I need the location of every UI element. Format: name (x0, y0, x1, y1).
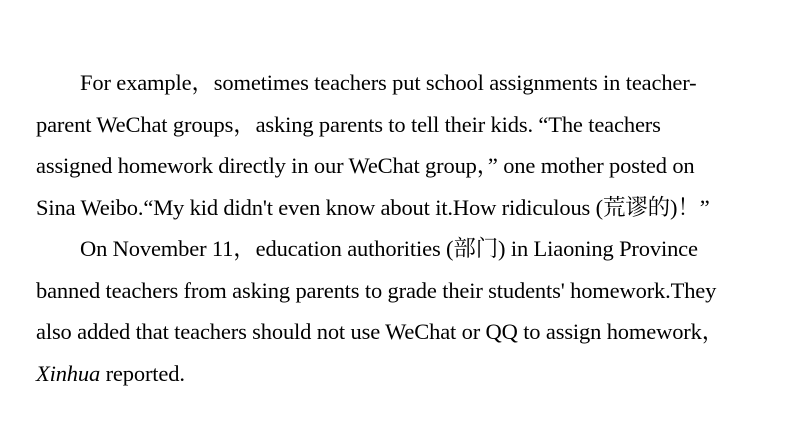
paragraph-2-line-1: On November 11，education authorities (部门) in Liaoning Province (80, 236, 698, 261)
paragraph-1-line-1: For example，sometimes teachers put school assignments in teacher- (80, 70, 697, 95)
paragraph-1-line-3: assigned homework directly in our WeChat group，” one mother posted on (36, 153, 695, 178)
paragraph-2-line-4 (36, 353, 758, 395)
paragraph-2-line-3: also added that teachers should not use WeChat or QQ to assign homework， (36, 319, 725, 344)
source-name-xinhua: Xinhua (36, 360, 101, 386)
paragraph-1-line-4: Sina Weibo.“My kid didn't even know about it.How ridiculous (荒谬的)！” (36, 194, 710, 220)
paragraph-2-line-2: banned teachers from asking parents to grade their students' homework.They (36, 277, 717, 303)
article-text (36, 62, 758, 394)
paragraph-1 (36, 62, 758, 228)
paragraph-1-line-2: parent WeChat groups，asking parents to tell their kids. “The teachers (36, 111, 661, 137)
reported-text: reported. (100, 360, 185, 386)
paragraph-2 (36, 228, 758, 394)
